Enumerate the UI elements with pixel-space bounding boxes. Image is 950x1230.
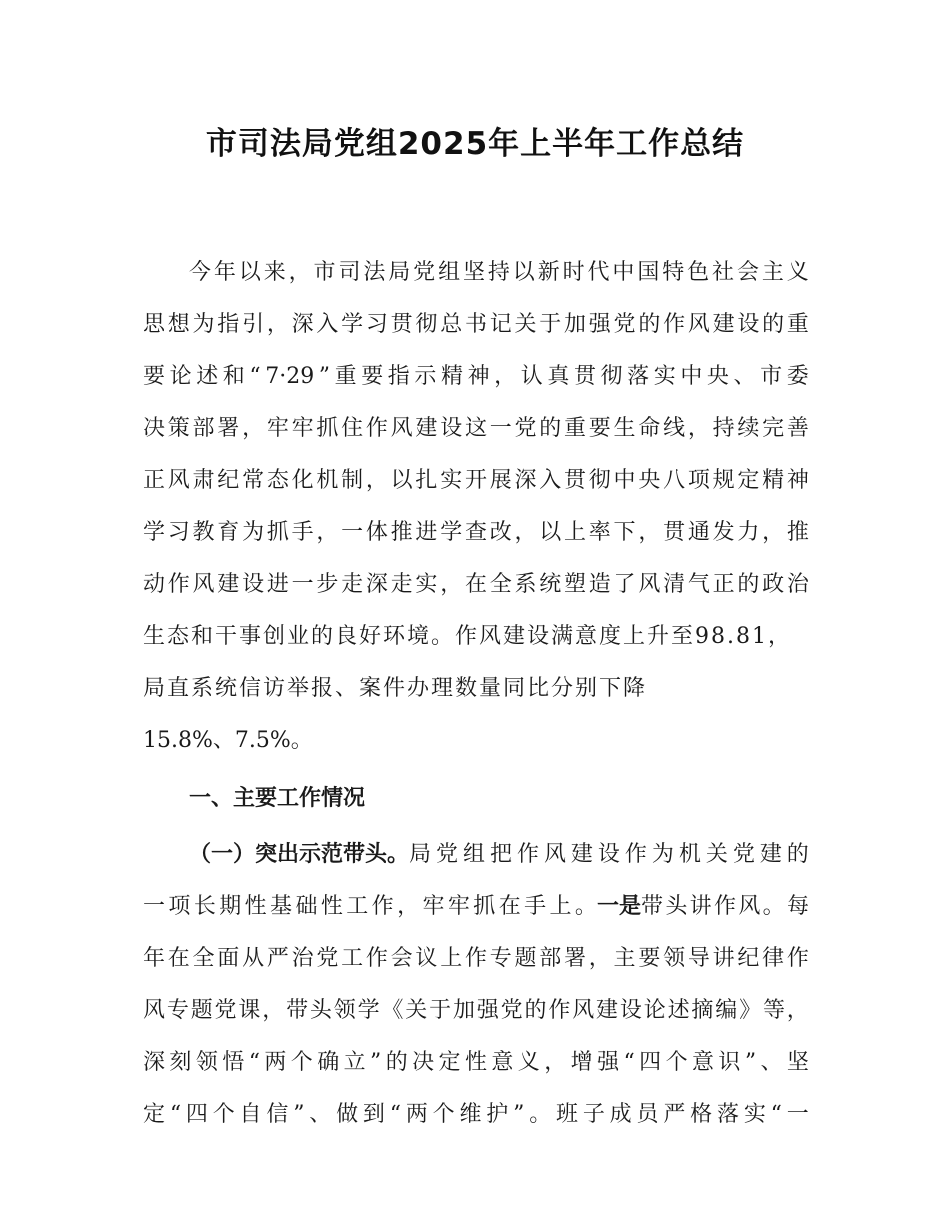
subsection-1-line-4: 风 专 题 党 课 ， 带 头 领 学 《 关 于 加 强 党 的 作 风 建 设 论 述 摘 编 》 等 ， — [143, 998, 809, 1023]
intro-line-10: 15.8%、7.5%。 — [143, 728, 313, 753]
intro-line-3: 要 论 述 和 “ 7·29 ” 重 要 指 示 精 神 ， 认 真 贯 彻 落 实 中 央 、 市 委 — [143, 364, 809, 389]
intro-line-1: 今 年 以 来 ， 市 司 法 局 党 组 坚 持 以 新 时 代 中 国 特 色 社 会 主 义 — [189, 260, 809, 285]
subsection-1-line-6: 定 “ 四 个 自 信 ” 、 做 到 “ 两 个 维 护 ” 。 班 子 成 员 严 格 落 实 “ 一 — [143, 1102, 809, 1127]
subsection-1-line-1 — [189, 840, 809, 870]
subsection-1-heading: （一）突出示范带头。 — [189, 842, 410, 867]
subsection-1-line-5: 深 刻 领 悟 “ 两 个 确 立 ” 的 决 定 性 意 义 ， 增 强 “ 四 个 意 识 ” 、 坚 — [143, 1050, 809, 1075]
intro-line-2: 思 想 为 指 引 ， 深 入 学 习 贯 彻 总 书 记 关 于 加 强 党 的 作 风 建 设 的 重 — [143, 312, 809, 337]
intro-line-5: 正 风 肃 纪 常 态 化 机 制 ， 以 扎 实 开 展 深 入 贯 彻 中 央 八 项 规 定 精 神 — [143, 468, 809, 493]
point-1-title: 带 头 讲 作 风 。 每 — [641, 894, 809, 919]
subsection-1-line-2 — [143, 892, 809, 922]
intro-line-7: 动 作 风 建 设 进 一 步 走 深 走 实 ， 在 全 系 统 塑 造 了 风 清 气 正 的 政 治 — [143, 572, 809, 597]
subsection-1-line-2-a: 一 项 长 期 性 基 础 性 工 作 ， 牢 牢 抓 在 手 上 。 — [143, 894, 597, 919]
point-1-label: 一是 — [596, 894, 641, 919]
document-title: 市司法局党组2025年上半年工作总结 — [205, 126, 745, 162]
intro-line-9: 局直系统信访举报、案件办理数量同比分别下降 — [143, 676, 648, 701]
intro-line-8: 生态和干事创业的良好环境。作风建设满意度上升至98.81， — [143, 624, 792, 649]
subsection-1-line-3: 年 在 全 面 从 严 治 党 工 作 会 议 上 作 专 题 部 署 ， 主 要 领 导 讲 纪 律 作 — [143, 946, 809, 971]
intro-line-6: 学 习 教 育 为 抓 手 ， 一 体 推 进 学 查 改 ， 以 上 率 下 ， 贯 通 发 力 ， 推 — [143, 520, 809, 545]
subsection-1-intro: 局 党 组 把 作 风 建 设 作 为 机 关 党 建 的 — [409, 842, 809, 867]
section-1-heading: 一、主要工作情况 — [189, 786, 366, 811]
intro-line-4: 决 策 部 署 ， 牢 牢 抓 住 作 风 建 设 这 一 党 的 重 要 生 命 线 ， 持 续 完 善 — [143, 416, 809, 441]
